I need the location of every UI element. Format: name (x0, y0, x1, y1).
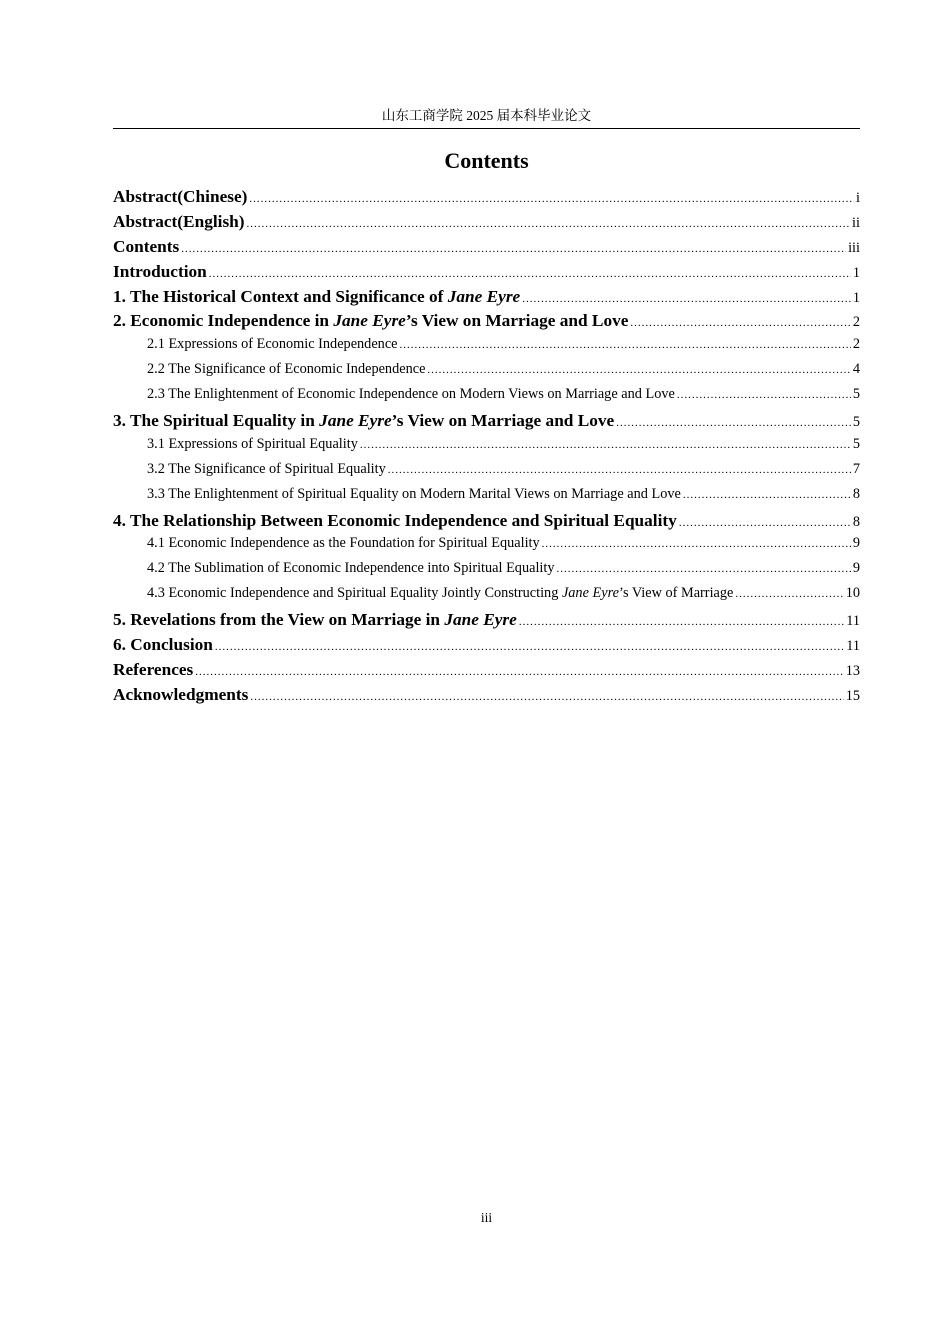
dot-leader (215, 641, 844, 653)
toc-page-number: 1 (852, 264, 860, 281)
dot-leader (519, 616, 844, 628)
toc-entry-subsection[interactable] (113, 585, 860, 610)
toc-entry-section[interactable] (113, 411, 860, 436)
toc-entry-section[interactable] (113, 511, 860, 536)
toc-title-part: Introduction (113, 261, 207, 281)
toc-entry-title (113, 212, 245, 232)
table-of-contents (113, 187, 860, 710)
toc-page-number: ii (852, 214, 860, 231)
toc-page-number: 8 (852, 485, 860, 502)
dot-leader (195, 666, 843, 678)
dot-leader (683, 489, 851, 501)
toc-page-number: 2 (852, 336, 860, 353)
toc-title-part: 5. Revelations from the View on Marriage in (113, 610, 445, 630)
toc-page-number: 9 (852, 560, 860, 577)
page-number: iii (480, 1210, 493, 1225)
toc-page-number: 5 (852, 386, 860, 403)
dot-leader (630, 317, 850, 329)
dot-leader (677, 389, 851, 401)
toc-entry-subsection[interactable] (113, 560, 860, 585)
toc-title-part: 2.1 Expressions of Economic Independence (147, 336, 398, 353)
toc-page-number: 11 (846, 613, 860, 630)
toc-title-part: 2.3 The Enlightenment of Economic Independence on Modern Views on Marriage and Love (147, 386, 675, 403)
toc-page-number: i (856, 190, 860, 206)
toc-entry-title (113, 511, 677, 531)
toc-entry-title (113, 610, 517, 630)
toc-entry-title (113, 311, 628, 331)
dot-leader (616, 417, 851, 429)
toc-entry-section[interactable] (113, 287, 860, 312)
toc-page-number: 13 (845, 662, 860, 679)
toc-entry-title (113, 635, 213, 655)
toc-entry-title (147, 461, 386, 478)
toc-entry-title (147, 585, 733, 602)
toc-page-number: iii (848, 239, 860, 256)
toc-page-number: 7 (852, 460, 860, 477)
toc-entry-title (147, 486, 681, 503)
toc-title-italic-part: Jane Eyre (447, 286, 521, 306)
toc-entry-subsection[interactable] (113, 486, 860, 511)
toc-title-part: ’s View of Marriage (618, 585, 734, 602)
toc-entry-subsection[interactable] (113, 535, 860, 560)
toc-title-part: Abstract(Chinese) (113, 187, 248, 206)
toc-title-part: References (113, 659, 194, 679)
toc-entry-subsection[interactable] (113, 461, 860, 486)
toc-page-number: 9 (852, 535, 860, 552)
dot-leader (522, 293, 851, 305)
header-divider (113, 128, 860, 129)
toc-entry-title (147, 560, 555, 577)
toc-title-part: 3. The Spiritual Equality in (113, 411, 320, 431)
toc-entry-title (113, 187, 247, 207)
toc-title-part: 3.2 The Significance of Spiritual Equality (147, 460, 386, 477)
toc-page-number: 11 (846, 638, 860, 655)
toc-entry-section[interactable] (113, 212, 860, 237)
toc-title-italic-part: Jane Eyre (319, 411, 392, 431)
toc-page-number: 10 (845, 585, 860, 602)
dot-leader (679, 517, 851, 529)
toc-entry-section[interactable] (113, 187, 860, 212)
toc-entry-title (113, 411, 614, 431)
page-title: Contents (444, 148, 529, 173)
toc-entry-subsection[interactable] (113, 336, 860, 361)
dot-leader (249, 193, 854, 205)
toc-title-italic-part: Jane Eyre (333, 311, 406, 331)
toc-entry-title (113, 262, 207, 282)
toc-title-part: ’s View on Marriage and Love (391, 411, 615, 431)
toc-title-part: Abstract(English) (113, 211, 245, 231)
toc-title-italic-part: Jane Eyre (444, 610, 517, 630)
dot-leader (247, 218, 851, 230)
toc-entry-subsection[interactable] (113, 436, 860, 461)
toc-title-part: 6. Conclusion (113, 635, 213, 655)
toc-title-part: 1. The Historical Context and Significance of (113, 286, 448, 306)
toc-entry-section[interactable] (113, 262, 860, 287)
toc-page-number: 15 (845, 687, 860, 704)
toc-title-italic-part: Jane Eyre (561, 585, 619, 602)
dot-leader (427, 364, 850, 376)
toc-entry-subsection[interactable] (113, 361, 860, 386)
toc-page-number: 4 (852, 361, 860, 378)
toc-title-part: 4.3 Economic Independence and Spiritual Equality Jointly Constructing (147, 585, 562, 602)
toc-entry-title (147, 386, 675, 403)
toc-entry-title (147, 535, 540, 552)
toc-entry-title (113, 685, 248, 705)
toc-entry-section[interactable] (113, 610, 860, 635)
toc-title-part: 2. Economic Independence in (113, 311, 334, 331)
toc-entry-section[interactable] (113, 635, 860, 660)
dot-leader (250, 691, 843, 703)
toc-entry-title (147, 336, 398, 353)
toc-entry-title (113, 287, 520, 307)
toc-title-part: 3.1 Expressions of Spiritual Equality (147, 435, 358, 452)
toc-page-number: 8 (852, 513, 860, 530)
dot-leader (209, 268, 851, 280)
toc-title-part: 4. The Relationship Between Economic Independence and Spiritual Equality (113, 510, 677, 530)
toc-entry-section[interactable] (113, 660, 860, 685)
dot-leader (542, 538, 851, 550)
toc-title-part: 4.2 The Sublimation of Economic Independence into Spiritual Equality (147, 560, 555, 577)
toc-page-number: 2 (852, 314, 860, 331)
dot-leader (360, 439, 851, 451)
toc-entry-section[interactable] (113, 237, 860, 262)
toc-title-part: Contents (113, 236, 180, 256)
toc-title-part: 2.2 The Significance of Economic Independence (147, 361, 426, 378)
toc-entry-title (113, 660, 193, 680)
dot-leader (181, 243, 846, 255)
toc-title-part: 4.1 Economic Independence as the Foundation for Spiritual Equality (147, 535, 540, 552)
dot-leader (388, 464, 851, 476)
toc-page-number: 1 (852, 289, 860, 306)
toc-title-part: Acknowledgments (113, 684, 249, 704)
toc-entry-title (113, 237, 179, 257)
toc-page-number: 5 (852, 414, 860, 431)
dot-leader (557, 563, 851, 575)
toc-page-number: 5 (852, 435, 860, 452)
dot-leader (400, 339, 851, 351)
toc-entry-title (147, 436, 358, 453)
toc-entry-section[interactable] (113, 311, 860, 336)
toc-entry-subsection[interactable] (113, 386, 860, 411)
running-header: 山东工商学院 2025 届本科毕业论文 (381, 108, 592, 123)
toc-title-part: ’s View on Marriage and Love (405, 311, 629, 331)
toc-entry-section[interactable] (113, 685, 860, 710)
toc-entry-title (147, 361, 425, 378)
toc-title-part: 3.3 The Enlightenment of Spiritual Equality on Modern Marital Views on Marriage and Love (147, 485, 681, 502)
dot-leader (735, 588, 843, 600)
